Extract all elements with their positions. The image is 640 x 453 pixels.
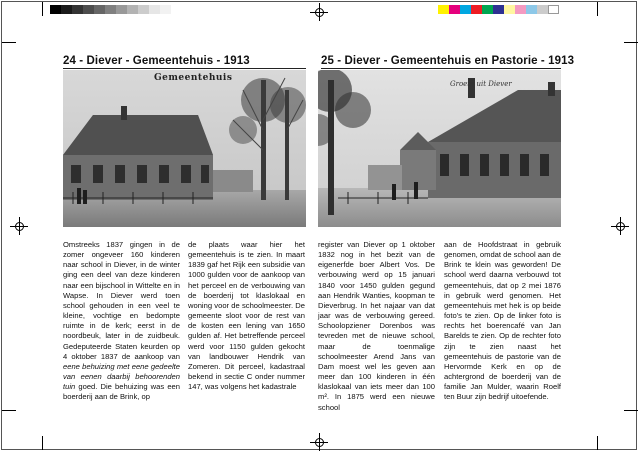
right-column-1 bbox=[318, 240, 435, 413]
left-column-2 bbox=[188, 240, 305, 392]
cut-mark bbox=[42, 2, 43, 16]
paragraph: de plaats waar hier het gemeentehuis is te zien. In maart 1839 gaf het Rijk een subsidie van 1000 gulden voor de aankoop van het perceel en de verbouwing van de boerderij tot klaslokaal en woning voor de schoolmeester. De gemeente sloot voor de rest van de kosten een lening van 1650 gulden af. Het betreffende perceel werd voor 1150 gulden gekocht van landbouwer Hendrik van Zomeren. Dit perceel, kadastraal bekend in sectie C onder nummer 147, was volgens het kadastrale bbox=[188, 240, 305, 392]
cut-mark bbox=[2, 410, 16, 411]
cut-mark bbox=[597, 436, 598, 450]
right-title-rule bbox=[321, 68, 561, 69]
paragraph: register van Diever op 1 oktober 1832 nog in het bezit van de eigenerfde boer Albert Vos. De verbouwing werd op 15 januari 1840 voor 1450 gulden gegund aan Hendrik Wanties, koopman te Dieverbrug. In het najaar van dat jaar was de verbouwing gereed. Schoolopziener Dorenbos was tevreden met de nieuwe school, maar de toenmalige schoolmeester Arend Jans van Dam moest wel les geven aan meer dan 100 kinderen in één klaslokaal van iets meer dan 100 m². In 1875 werd een nieuwe school bbox=[318, 240, 435, 412]
right-page-title: 25 - Diever - Gemeentehuis en Pastorie - 1913 bbox=[321, 55, 575, 67]
italic-quote: eene behuizing met eene gedeelte van eenen daarbij behoorenden tuin bbox=[63, 361, 180, 392]
paragraph-text: Omstreeks 1837 gingen in de zomer ongeveer 160 kinderen naar school in Diever, in de winter ging een deel van deze kinderen naar een bijschool in Wittelte en in Wapse. In Diever werd toen school gehouden in een veel te kleine, vochtige en bedompte ruimte in de kerk; eerst in de noordbeuk, later in de zuidbeuk. Gedeputeerde Staten keurden op 4 oktober 1837 de aankoop van bbox=[63, 240, 180, 361]
cut-mark bbox=[624, 410, 638, 411]
cut-mark bbox=[597, 2, 598, 16]
color-bar bbox=[438, 5, 559, 14]
registration-mark-bottom bbox=[313, 436, 325, 448]
left-title-rule bbox=[63, 68, 306, 69]
registration-mark-left bbox=[13, 220, 25, 232]
paragraph: aan de Hoofdstraat in gebruik genomen, omdat de school aan de Brink te klein was geworden! De school werd daarna verbouwd tot gemeentehuis, dat op 2 mei 1876 in gebruik werd genomen. Het gemeentehuis met hek is op beide foto's te zien. Op de linker foto is rechts het boerencafé van Jan Barelds te zien. Op de rechter foto zijn te zien naast het gemeentehuis de pastorie van de Hervormde Kerk en op de achtergrond de boerderij van de familie Jan Mulder, waarin Roelf ten Buur zijn bedrijf uitoefende. bbox=[444, 240, 561, 402]
right-column-2 bbox=[444, 240, 561, 403]
cut-mark bbox=[624, 42, 638, 43]
left-photo-gemeentehuis bbox=[63, 70, 306, 227]
registration-mark-top bbox=[313, 6, 325, 18]
left-column-1 bbox=[63, 240, 180, 403]
right-photo-gemeentehuis-pastorie bbox=[318, 70, 561, 227]
left-page-title: 24 - Diever - Gemeentehuis - 1913 bbox=[63, 55, 250, 67]
registration-mark-right bbox=[614, 220, 626, 232]
grayscale-bar bbox=[50, 5, 171, 14]
paragraph bbox=[63, 240, 180, 403]
paragraph-text: goed. Die behuizing was een boerderij aan de Brink, op bbox=[63, 382, 180, 402]
cut-mark bbox=[42, 436, 43, 450]
left-photo-caption: Gemeentehuis bbox=[154, 73, 233, 83]
right-photo-caption: Groete uit Diever bbox=[450, 80, 512, 88]
cut-mark bbox=[2, 42, 16, 43]
